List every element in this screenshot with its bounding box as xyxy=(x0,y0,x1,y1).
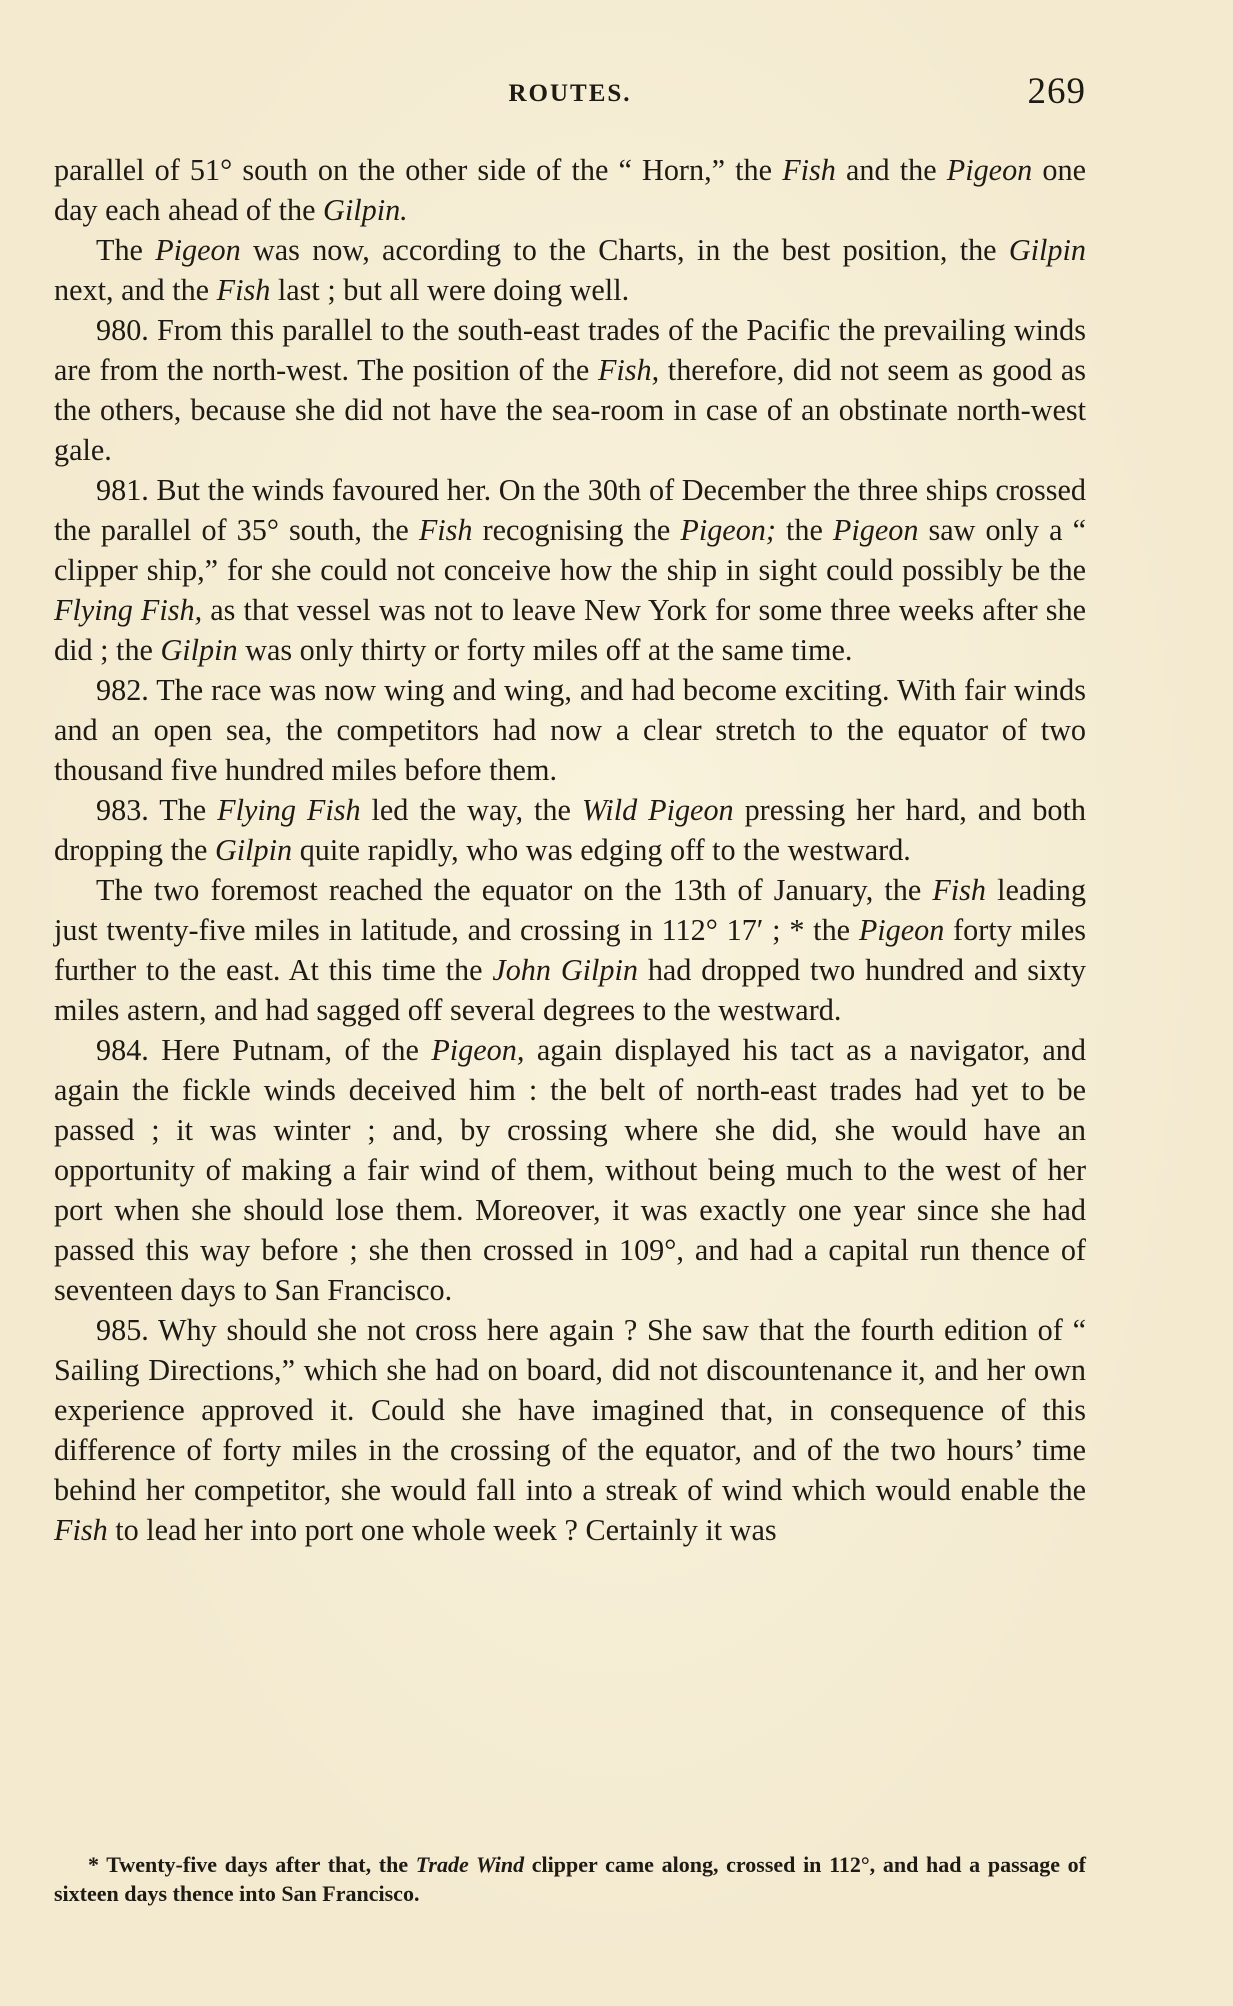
italic-run: Pigeon xyxy=(946,153,1033,187)
running-head: ROUTES. xyxy=(508,80,632,107)
paragraph xyxy=(54,230,1086,310)
text-run: leading just twenty-five miles in latitude, and crossing in 112° 17′ ; * the xyxy=(54,873,1086,947)
text-run: * Twenty-five days after that, the xyxy=(88,1852,416,1877)
text-run: last ; but all were doing well. xyxy=(270,273,630,307)
text-run: had dropped two hundred and sixty miles astern, and had sagged off several degrees to the westward. xyxy=(54,953,1086,1027)
text-run: The xyxy=(96,233,156,267)
text-run: 981. But the winds favoured her. On the 30th of December the three ships crossed the parallel of 35° south, the xyxy=(54,473,1086,547)
text-run: was only thirty or forty miles off at the same time. xyxy=(237,633,853,667)
text-run: saw only a “ clipper ship,” for she could not conceive how the ship in sight could possibly be the xyxy=(54,513,1086,587)
text-run: 985. Why should she not cross here again ? She saw that the fourth edition of “ Sailing Directions,” which she had on board, did not discountenance it, and her own experience approved it. Could she have imagined that, in consequence of this difference of forty miles in the crossing of the equator, and of the two hours’ time behind her competitor, she would fall into a streak of wind which would enable the xyxy=(54,1313,1086,1507)
italic-run: Flying Fish, xyxy=(54,593,203,627)
paragraph xyxy=(54,870,1086,1030)
text-run: next, and the xyxy=(54,273,217,307)
text-run: recognising the xyxy=(472,513,681,547)
body-text xyxy=(54,150,1086,1550)
italic-run: Pigeon xyxy=(858,913,945,947)
text-run: one day each ahead of the xyxy=(54,153,1086,227)
paragraph xyxy=(54,310,1086,470)
footnote-text xyxy=(54,1850,1086,1908)
italic-run: John Gilpin xyxy=(492,953,638,987)
italic-run: Fish xyxy=(418,513,473,547)
text-run: again displayed his tact as a navigator, and again the fickle winds deceived him : the belt of north-east trades had yet to be passed ; it was winter ; and, by crossing where she did, she would have an opportunity of making a fair wind of them, without being much to the west of her port when she should lose them. Moreover, it was exactly one year since she had passed this way before ; she then crossed in 109°, and had a capital run thence of seventeen days to San Francisco. xyxy=(54,1033,1086,1307)
text-run: clipper came along, crossed in 112°, and had a passage of sixteen days thence into San Francisco. xyxy=(54,1852,1086,1906)
text-run: and the xyxy=(835,153,947,187)
italic-run: Pigeon xyxy=(155,233,241,267)
text-run: therefore, did not seem as good as the others, because she did not have the sea-room in case of an obstinate north-west gale. xyxy=(54,353,1086,467)
italic-run: Wild Pigeon xyxy=(581,793,734,827)
italic-run: Gilpin xyxy=(160,633,238,667)
italic-run: Pigeon xyxy=(832,513,919,547)
footnote xyxy=(54,1850,1086,1908)
text-run: 982. The race was now wing and wing, and had become exciting. With fair winds and an open sea, the competitors had now a clear stretch to the equator of two thousand five hundred miles before them. xyxy=(54,673,1086,787)
italic-run: Gilpin xyxy=(1008,233,1086,267)
text-run: was now, according to the Charts, in the best position, the xyxy=(240,233,1009,267)
paragraph xyxy=(54,790,1086,870)
paragraph xyxy=(54,670,1086,790)
italic-run: Trade Wind xyxy=(415,1852,525,1877)
page-header xyxy=(54,70,1086,120)
paragraph xyxy=(54,1030,1086,1310)
italic-run: Fish, xyxy=(597,353,660,387)
text-run: pressing her hard, and both dropping the xyxy=(54,793,1086,867)
text-run: to lead her into port one whole week ? Certainly it was xyxy=(107,1513,777,1547)
italic-run: Flying Fish xyxy=(217,793,361,827)
text-run: The two foremost reached the equator on the 13th of January, the xyxy=(96,873,933,907)
paragraph xyxy=(54,470,1086,670)
text-run: forty miles further to the east. At this time the xyxy=(54,913,1086,987)
text-run: parallel of 51° south on the other side of the “ Horn,” the xyxy=(54,153,783,187)
italic-run: Pigeon, xyxy=(431,1033,525,1067)
paragraph xyxy=(54,150,1086,230)
text-run: the xyxy=(775,513,833,547)
italic-run: Pigeon; xyxy=(680,513,776,547)
italic-run: Gilpin xyxy=(214,833,293,867)
italic-run: Gilpin. xyxy=(323,193,408,227)
page-number: 269 xyxy=(1027,71,1086,112)
italic-run: Fish xyxy=(54,1513,108,1547)
text-run: 983. The xyxy=(96,793,218,827)
italic-run: Fish xyxy=(782,153,836,187)
italic-run: Fish xyxy=(216,273,271,307)
text-run: as that vessel was not to leave New York for some three weeks after she did ; the xyxy=(54,593,1086,667)
italic-run: Fish xyxy=(932,873,987,907)
paragraph xyxy=(54,1310,1086,1550)
text-run: led the way, the xyxy=(360,793,582,827)
text-run: quite rapidly, who was edging off to the westward. xyxy=(292,833,911,867)
text-run: 984. Here Putnam, of the xyxy=(96,1033,432,1067)
text-run: 980. From this parallel to the south-east trades of the Pacific the prevailing winds are from the north-west. The position of the xyxy=(54,313,1086,387)
